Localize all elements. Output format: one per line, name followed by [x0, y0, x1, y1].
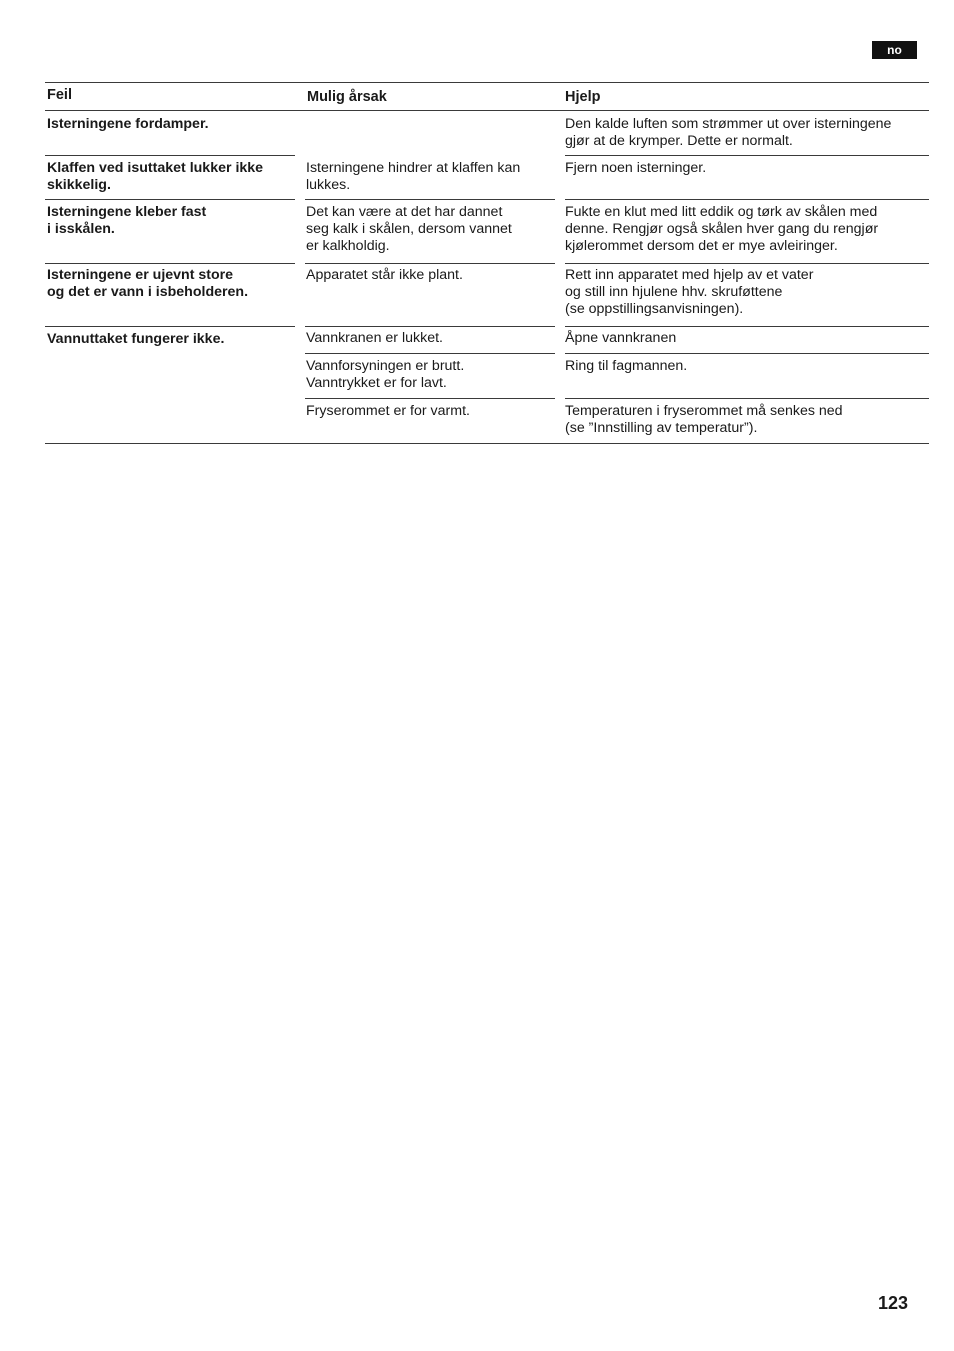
row-3-hjelp: Fukte en klut med litt eddik og tørk av skålen med denne. Rengjør også skålen hver gang du rengjør kjølerommet dersom det er mye avleiringer. [565, 204, 879, 254]
row-4-feil: Isterningene er ujevnt store og det er vann i isbeholderen. [47, 267, 249, 300]
row-5-cause-2-arsak: Vannforsyningen er brutt. Vanntrykket er for lavt. [306, 358, 465, 391]
row-5-cause-2-rule-arsak [305, 398, 555, 399]
row-2-feil: Klaffen ved isuttaket lukker ikke skikkelig. [47, 160, 264, 193]
row-1-rule-feil [45, 155, 295, 156]
row-5-cause-2-rule-hjelp [565, 398, 929, 399]
table-rule-top [45, 82, 929, 83]
row-1-rule-hjelp [565, 155, 929, 156]
row-5-cause-1-rule-hjelp [565, 353, 929, 354]
row-4-rule-hjelp [565, 326, 929, 327]
row-5-cause-3-hjelp: Temperaturen i fryserommet må senkes ned (se ”Innstilling av temperatur”). [565, 403, 843, 436]
row-5-cause-1-rule-arsak [305, 353, 555, 354]
row-5-cause-2-hjelp: Ring til fagmannen. [565, 358, 688, 374]
row-2-rule-arsak [305, 199, 555, 200]
row-2-arsak: Isterningene hindrer at klaffen kan lukkes. [306, 160, 521, 193]
table-rule-header [45, 110, 929, 111]
page-number: 123 [877, 1293, 908, 1313]
row-2-rule-hjelp [565, 199, 929, 200]
row-1-hjelp: Den kalde luften som strømmer ut over isterningene gjør at de krymper. Dette er normalt. [565, 116, 892, 149]
row-5-feil: Vannuttaket fungerer ikke. [47, 331, 225, 347]
header-feil: Feil [47, 87, 72, 103]
row-4-rule-arsak [305, 326, 555, 327]
row-1-feil: Isterningene fordamper. [47, 116, 209, 132]
row-3-rule-arsak [305, 263, 555, 264]
row-3-rule-hjelp [565, 263, 929, 264]
row-4-rule-feil [45, 326, 295, 327]
row-2-hjelp: Fjern noen isterninger. [565, 160, 707, 176]
row-3-feil: Isterningene kleber fast i isskålen. [47, 204, 207, 237]
language-badge: no [872, 41, 917, 59]
row-2-rule-feil [45, 199, 295, 200]
row-3-rule-feil [45, 263, 295, 264]
header-mulig-arsak: Mulig årsak [307, 89, 387, 105]
troubleshooting-table [45, 82, 929, 444]
row-5-cause-1-hjelp: Åpne vannkranen [565, 330, 677, 346]
row-5-cause-1-arsak: Vannkranen er lukket. [306, 330, 443, 346]
table-rule-bottom [45, 443, 929, 444]
header-hjelp: Hjelp [565, 89, 601, 105]
row-4-hjelp: Rett inn apparatet med hjelp av et vater og still inn hjulene hhv. skruføttene (se oppstillingsanvisningen). [565, 267, 814, 317]
row-5-cause-3-arsak: Fryserommet er for varmt. [306, 403, 470, 419]
row-4-arsak: Apparatet står ikke plant. [306, 267, 463, 283]
row-3-arsak: Det kan være at det har dannet seg kalk i skålen, dersom vannet er kalkholdig. [306, 204, 512, 254]
